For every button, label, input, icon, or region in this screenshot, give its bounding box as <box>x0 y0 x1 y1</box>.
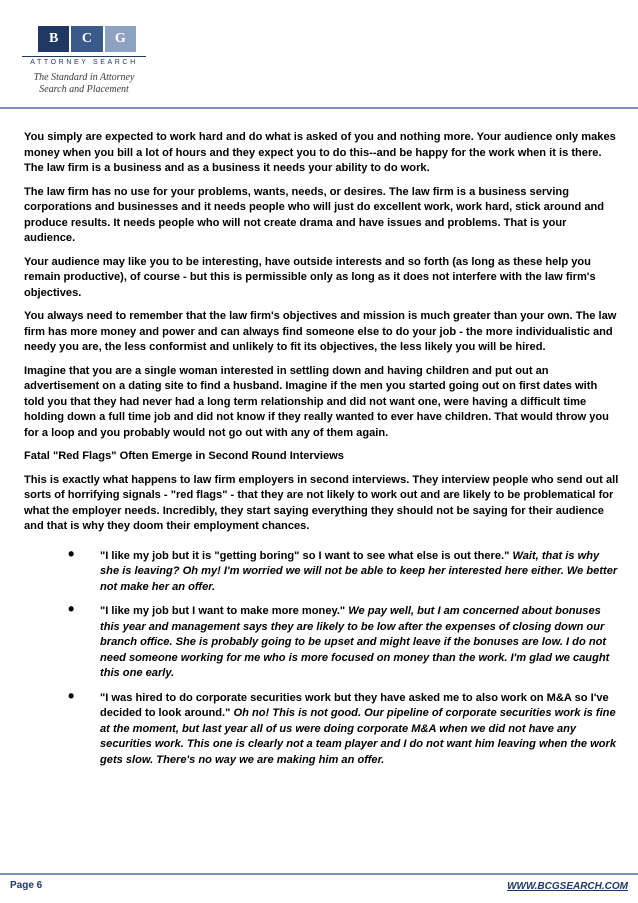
red-flag-list <box>24 543 620 769</box>
tagline <box>22 72 146 96</box>
bullet-reaction: Wait, that is why she is leaving? Oh my! I'm worried we will not be able to keep her interested here either. We better not make her an offer. <box>100 549 618 593</box>
bcg-logo <box>38 26 138 52</box>
list-item <box>24 685 620 769</box>
paragraph-3: Your audience may like you to be interesting, have outside interests and so forth (as long as these help you remain productive), of course - but this is permissible only as long as it does not interfere with the law firm's objectives. <box>24 255 596 299</box>
bullet-quote: "I like my job but it is "getting boring" so I want to see what else is out there." <box>100 549 513 562</box>
page-content <box>24 130 620 777</box>
list-item <box>24 599 620 682</box>
bullet-quote: "I was hired to do corporate securities work but they have asked me to also work on M&A so I've decided to look around." <box>100 691 609 719</box>
section-heading: Fatal "Red Flags" Often Emerge in Second Round Interviews <box>24 450 344 462</box>
bullet-quote: "I like my job but I want to make more money." <box>100 605 349 617</box>
bullet-reaction: We pay well, but I am concerned about bonuses this year and management says they are likely to be low after the expenses of closing down our branch office. She is probably going to be upset and might leave if the bonuses are low. I do not need someone working for me who is more focused on money than the work. I'm glad we caught this one early. <box>100 605 610 679</box>
bullet-reaction: Oh no! This is not good. Our pipeline of corporate securities work is fine at the moment, but last year all of us were doing corporate M&A when we did not have any securities work. This one is clearly not a team player and I do not want him leaving when the work gets slow. There's no way we are making him an offer. <box>100 707 616 766</box>
logo-letter-g: G <box>105 26 136 52</box>
logo-divider <box>22 56 146 57</box>
section-paragraph: This is exactly what happens to law firm employers in second interviews. They interview people who send out all sorts of horrifying signals - "red flags" - that they are not likely to work out and are likely to be problematical for what the employer needs. Incredibly, they start saying everything they should not be saying for their audience and that is why they doom their employment chances. <box>24 473 619 532</box>
logo-subtitle: ATTORNEY SEARCH <box>30 59 138 66</box>
paragraph-2: The law firm has no use for your problems, wants, needs, or desires. The law firm is a business serving corporations and businesses and it needs people who will just do excellent work, work hard, stick around and produce results. It needs people who will not create drama and have issues and problems. That is your audience. <box>24 185 605 244</box>
page-number: Page 6 <box>10 880 43 891</box>
tagline-line-2: Search and Placement <box>39 84 129 95</box>
logo-letter-b: B <box>38 26 69 52</box>
bullet-icon: • <box>68 685 75 706</box>
paragraph-5: Imagine that you are a single woman interested in settling down and having children and put out an advertisement on a dating site to find a husband. Imagine if the men you started going out on first dates with told you that they had never had a long term relationship and did not want one, were having a difficult time holding down a full time job and did not know if they really wanted to ever have children. That would throw you for a loop and you probably would not go out with any of them again. <box>24 364 609 439</box>
bullet-icon: • <box>68 599 75 619</box>
bullet-icon: • <box>68 543 75 564</box>
paragraph-4: You always need to remember that the law firm's objectives and mission is much greater than your own. The law firm has more money and power and can always find someone else to do your job - the more individualistic and needy you are, the less conformist and unlikely to fit its objectives, the less likely you will be hired. <box>24 310 617 353</box>
paragraph-1: You simply are expected to work hard and do what is asked of you and nothing more. Your audience only makes money when you bill a lot of hours and they expect you to do this--and be happy for the work when it is there. The law firm is a business and as a business it needs your ability to do work. <box>24 131 616 174</box>
header-divider <box>0 107 638 109</box>
footer-divider <box>0 873 638 875</box>
list-item <box>24 543 620 596</box>
logo-letter-c: C <box>71 26 102 52</box>
tagline-line-1: The Standard in Attorney <box>33 72 135 83</box>
website-link[interactable]: WWW.BCGSEARCH.COM <box>507 881 628 892</box>
